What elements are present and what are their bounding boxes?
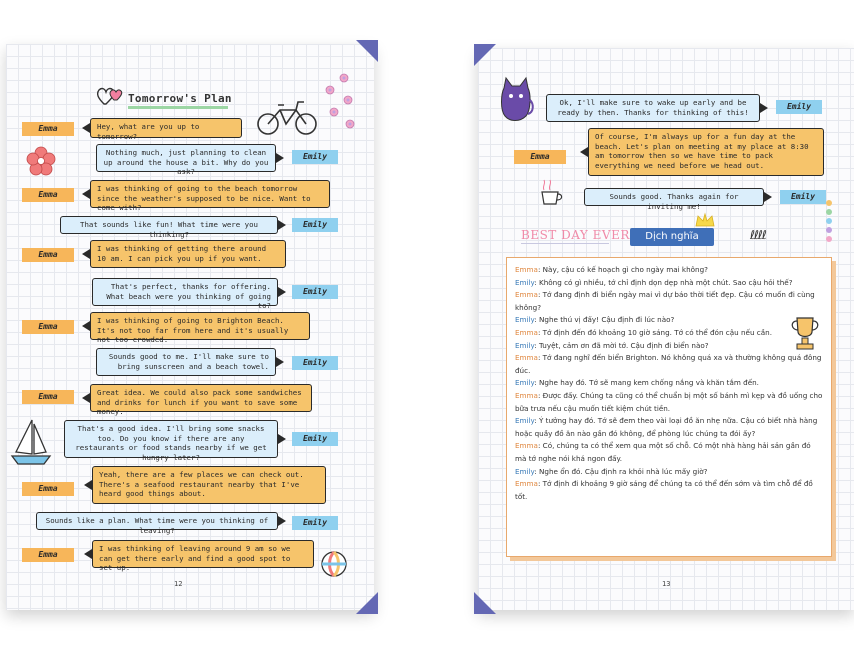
page-number: 12 [174,580,183,588]
translation-speaker: Emma [515,265,538,274]
translation-separator: : [537,290,543,300]
translation-text: Tuyệt, cảm ơn đã mời tớ. Cậu định đi biển nào? [539,340,709,350]
translation-separator: : [534,416,539,426]
message-bubble-emma: I was thinking of leaving around 9 am so we can get there early and find a good spot to set up. [92,540,314,568]
message-bubble-emily: That's perfect, thanks for offering. What beach were you thinking of going to? [92,278,278,306]
message-bubble-emma: Great idea. We could also pack some sandwiches and drinks for lunch if you want to save some money. [90,384,312,412]
hearts-icon [96,84,124,108]
beach-ball-icon [320,550,348,578]
speaker-tag-emily: Emily [292,356,338,370]
speaker-tag-emma: Emma [22,548,74,562]
speaker-tag-emma: Emma [22,122,74,136]
corner-top-left [474,44,496,66]
message-bubble-emma: I was thinking of going to Brighton Beach. It's not too far from here and it's usually not too crowded. [90,312,310,340]
cat-icon [498,76,534,122]
squiggle-decoration: ℓℓℓℓ [750,228,766,242]
message-bubble-emily: Sounds good to me. I'll make sure to bring sunscreen and a beach towel. [96,348,276,376]
translation-separator: : [537,265,543,274]
translation-line [515,352,823,377]
title-underline [128,106,228,109]
message-bubble-emily: Sounds good. Thanks again for inviting me! [584,188,764,206]
translation-speaker: Emily [515,340,535,350]
speaker-tag-emma: Emma [22,188,74,202]
translation-text: Nghe thú vị đấy! Cậu định đi lúc nào? [539,315,675,325]
speaker-tag-emily: Emily [292,285,338,299]
flower-icon [26,146,56,176]
corner-top-right [356,40,378,62]
translation-speaker: Emily [515,277,535,287]
message-bubble-emma: I was thinking of getting there around 10 am. I can pick you up if you want. [90,240,286,268]
speaker-tag-emily: Emily [776,100,822,114]
translation-speaker: Emily [515,416,535,426]
flowers-icon [318,70,362,136]
translation-line [515,264,823,277]
bicycle-icon [256,98,320,138]
speaker-tag-emma: Emma [22,390,74,404]
speaker-tag-emma: Emma [22,482,74,496]
corner-bottom-left [474,592,496,614]
translation-speaker: Emma [515,479,538,489]
speaker-tag-emma: Emma [514,150,566,164]
translation-separator: : [534,466,539,476]
translation-text: Không có gì nhiều, tớ chỉ định dọn dẹp nhà một chút. Sao cậu hỏi thế? [539,277,793,287]
translation-text: Nghe ổn đó. Cậu định ra khỏi nhà lúc mấy giờ? [539,466,708,476]
translation-line [515,327,823,340]
translation-speaker: Emily [515,378,535,388]
sailboat-icon [10,416,52,468]
translation-separator: : [534,277,539,287]
speaker-tag-emily: Emily [292,218,338,232]
translation-line [515,340,823,353]
message-bubble-emma: I was thinking of going to the beach tomorrow since the weather's supposed to be nice. Want to come with? [90,180,330,208]
translation-speaker: Emma [515,327,538,337]
best-day-underline [521,243,609,244]
page-number: 13 [662,580,671,588]
message-bubble-emma: Yeah, there are a few places we can check out. There's a seafood restaurant nearby that I've heard good things about. [92,466,326,504]
translation-text: Tớ đang định đi biển ngày mai vì dự báo thời tiết đẹp. Cậu có muốn đi cùng không? [515,290,815,312]
speaker-tag-emma: Emma [22,320,74,334]
translation-text: Có, chúng ta có thể xem qua một số chỗ. Có một nhà hàng hải sản gần đó mà tớ nghe nói khá ngon đấy. [515,441,811,463]
translation-separator: : [537,353,543,363]
translation-separator: : [537,390,543,400]
page-title: Tomorrow's Plan [128,92,232,105]
message-bubble-emma: Hey, what are you up to tomorrow? [90,118,242,138]
translation-line [515,377,823,390]
translation-line [515,277,823,290]
trophy-icon [788,314,822,354]
translation-separator: : [534,340,539,350]
translation-separator: : [537,441,543,451]
translation-line [515,415,823,440]
translation-separator: : [534,315,539,325]
translation-text: Này, cậu có kế hoạch gì cho ngày mai không? [542,265,708,274]
translation-speaker: Emily [515,466,535,476]
translation-separator: : [537,479,543,489]
translation-separator: : [537,327,543,337]
translation-text: Nghe hay đó. Tớ sẽ mang kem chống nắng và khăn tắm đến. [539,378,759,388]
message-bubble-emma: Of course, I'm always up for a fun day at the beach. Let's plan on meeting at my place at 8:30 am tomorrow then so we have time to pack everything we need before we head out. [588,128,824,176]
message-bubble-emily: That's a good idea. I'll bring some snacks too. Do you know if there are any restaurants or food stands nearby if we get hungry later? [64,420,278,458]
message-bubble-emily: That sounds like fun! What time were you thinking? [60,216,278,234]
translation-line [515,478,823,503]
translation-text: Được đấy. Chúng ta cũng có thể chuẩn bị một số bánh mì kẹp và đồ uống cho bữa trưa nếu cậu muốn tiết kiệm chút tiền. [515,390,823,413]
best-day-label: BEST DAY EVER [521,228,630,242]
message-bubble-emily: Sounds like a plan. What time were you thinking of leaving? [36,512,278,530]
translation-separator: : [534,378,539,388]
section-label: Dịch nghĩa [630,228,714,246]
speaker-tag-emily: Emily [292,150,338,164]
translation-text: Tớ đang nghĩ đến biển Brighton. Nó không quá xa và thường không quá đông đúc. [515,353,822,375]
translation-speaker: Emma [515,390,538,400]
speaker-tag-emily: Emily [780,190,826,204]
cup-icon [538,176,566,208]
translation-line [515,390,823,415]
translation-box [506,257,832,557]
translation-text: Tớ định đi khoảng 9 giờ sáng để chúng ta có thể đến sớm và tìm chỗ để đồ tốt. [515,479,813,501]
translation-line [515,314,823,327]
translation-speaker: Emily [515,315,535,325]
translation-speaker: Emma [515,441,538,451]
speaker-tag-emily: Emily [292,516,338,530]
translation-line [515,440,823,465]
translation-text: Ý tưởng hay đó. Tớ sẽ đem theo vài loại đồ ăn nhẹ nữa. Cậu có biết nhà hàng hoặc quầy đồ ăn nào gần đó không, để phòng lúc chúng ta đói ấy? [515,416,818,438]
translation-line [515,466,823,479]
translation-speaker: Emma [515,290,538,300]
message-bubble-emily: Nothing much, just planning to clean up around the house a bit. Why do you ask? [96,144,276,172]
color-dots [826,200,832,245]
corner-bottom-right [356,592,378,614]
crown-icon [694,212,716,228]
message-bubble-emily: Ok, I'll make sure to wake up early and be ready by then. Thanks for thinking of this! [546,94,760,122]
speaker-tag-emma: Emma [22,248,74,262]
speaker-tag-emily: Emily [292,432,338,446]
translation-speaker: Emma [515,353,538,363]
translation-line [515,289,823,314]
translation-text: Tớ định đến đó khoảng 10 giờ sáng. Tớ có thể đón cậu nếu cần. [542,327,772,337]
